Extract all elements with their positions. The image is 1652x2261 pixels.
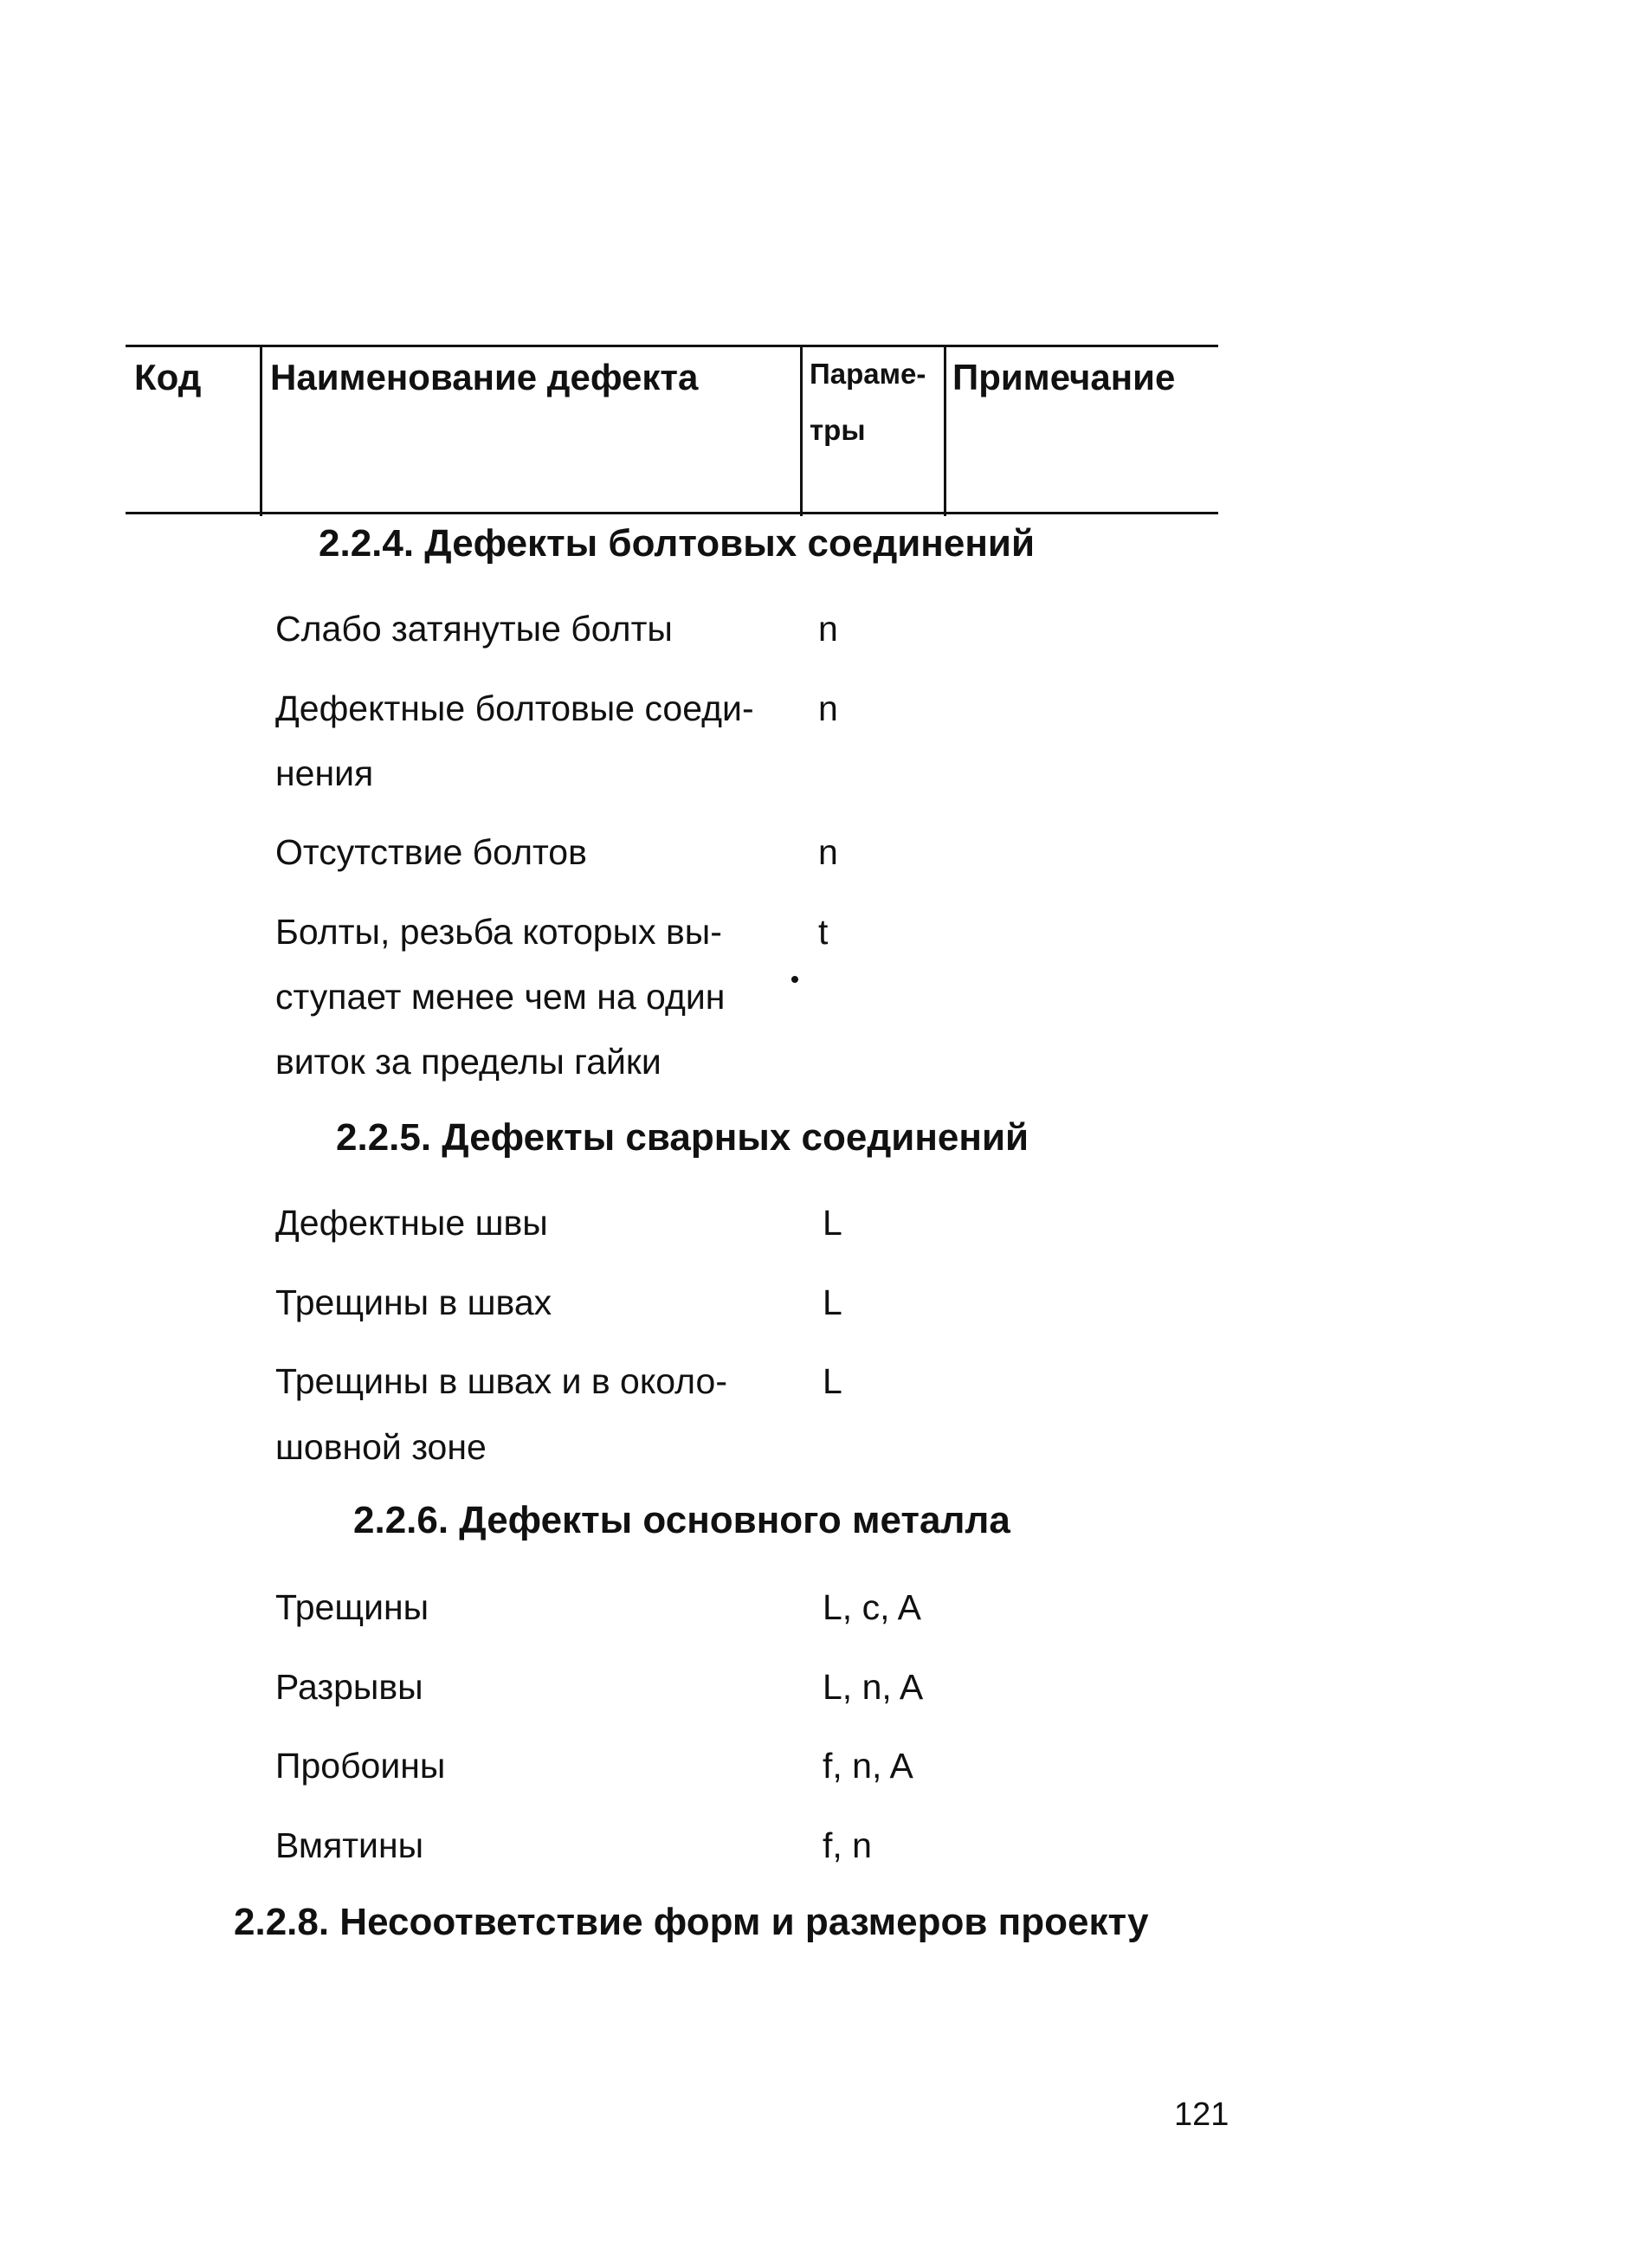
section-title: 2.2.4. Дефекты болтовых соединений bbox=[319, 522, 1036, 565]
scan-speck bbox=[791, 976, 798, 983]
header-params-line2: тры bbox=[810, 414, 866, 446]
defect-param: L bbox=[823, 1203, 842, 1243]
defect-name: Болты, резьба которых вы- bbox=[275, 912, 722, 952]
header-bottom-rule bbox=[126, 512, 1218, 514]
defect-param: n bbox=[818, 832, 838, 872]
defect-param: t bbox=[818, 912, 829, 952]
defect-name: Пробоины bbox=[275, 1746, 446, 1786]
defect-name: Трещины в швах bbox=[275, 1282, 552, 1322]
section-title: 2.2.6. Дефекты основного металла bbox=[353, 1499, 1010, 1541]
defect-name: Дефектные швы bbox=[275, 1203, 548, 1243]
defect-name: Отсутствие болтов bbox=[275, 832, 587, 872]
defect-name: шовной зоне bbox=[275, 1427, 487, 1467]
defect-param: L, n, A bbox=[823, 1667, 924, 1707]
defect-param: L bbox=[823, 1282, 842, 1322]
header-divider bbox=[944, 346, 946, 516]
defect-param: n bbox=[818, 688, 838, 728]
defect-name: Дефектные болтовые соеди- bbox=[275, 688, 754, 728]
header-divider bbox=[800, 346, 803, 516]
defect-param: f, n bbox=[823, 1825, 872, 1865]
header-divider bbox=[260, 346, 262, 516]
defect-name: Разрывы bbox=[275, 1667, 423, 1707]
header-top-rule bbox=[126, 345, 1218, 347]
header-code: Код bbox=[134, 357, 202, 397]
defect-param: f, n, A bbox=[823, 1746, 913, 1786]
header-defect-name: Наименование дефекта bbox=[270, 357, 699, 397]
header-params-line1: Параме- bbox=[810, 358, 926, 390]
defect-name: Трещины в швах и в около- bbox=[275, 1361, 727, 1401]
defect-name: Вмятины bbox=[275, 1825, 424, 1865]
section-title: 2.2.8. Несоответствие форм и размеров проекту bbox=[234, 1901, 1149, 1943]
defect-param: L, c, A bbox=[823, 1587, 921, 1627]
defect-param: n bbox=[818, 609, 838, 649]
defect-name: виток за пределы гайки bbox=[275, 1042, 661, 1082]
defect-name: Слабо затянутые болты bbox=[275, 609, 673, 649]
defect-name: ступает менее чем на один bbox=[275, 977, 726, 1017]
defect-param: L bbox=[823, 1361, 842, 1401]
header-note: Примечание bbox=[952, 357, 1176, 397]
defect-name: нения bbox=[275, 753, 374, 793]
defect-name: Трещины bbox=[275, 1587, 429, 1627]
page-number: 121 bbox=[1174, 2096, 1229, 2133]
section-title: 2.2.5. Дефекты сварных соединений bbox=[336, 1116, 1029, 1159]
